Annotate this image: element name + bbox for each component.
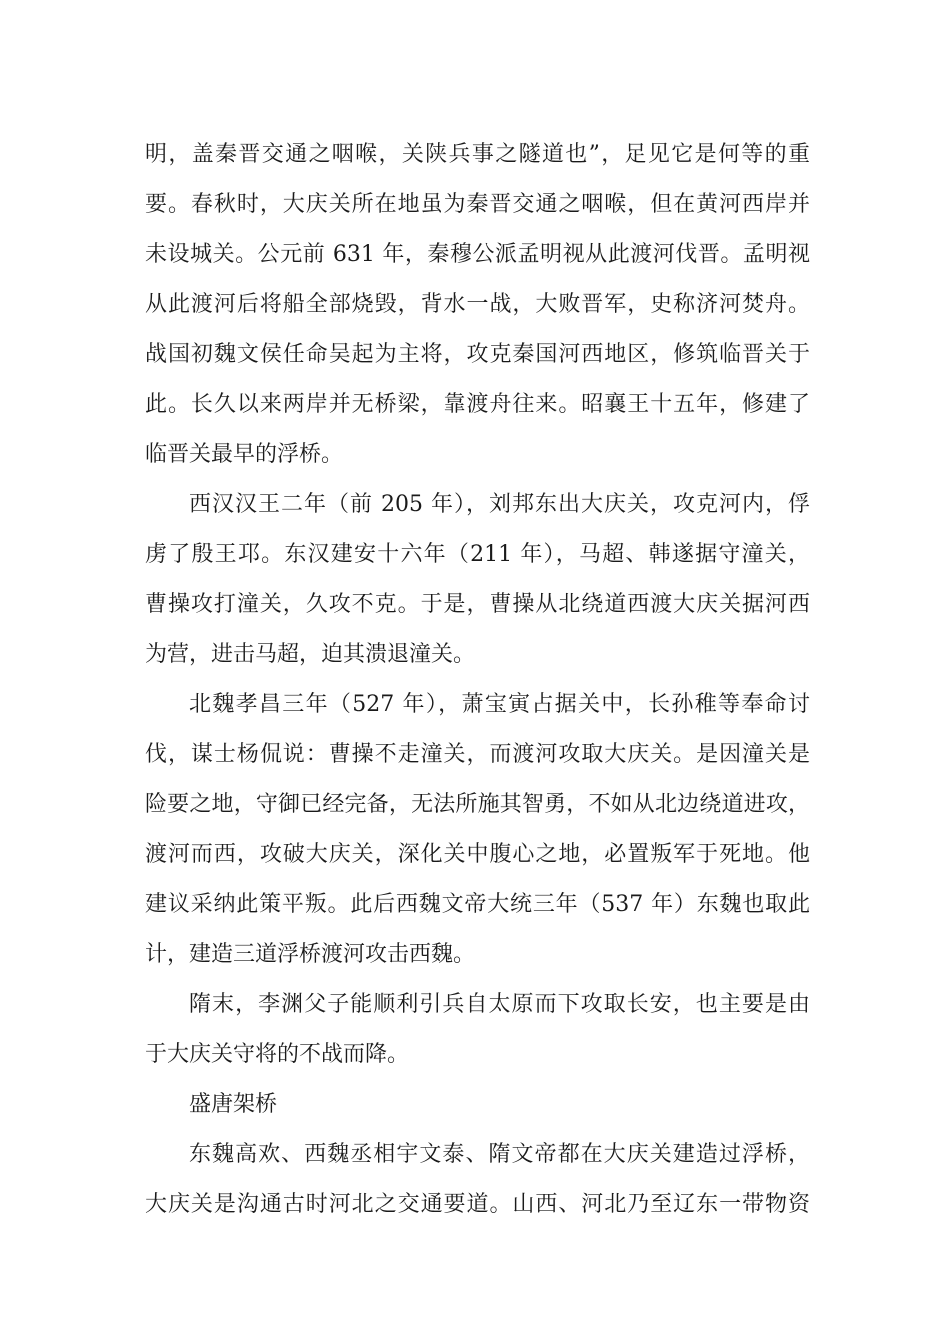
text-line: 明，盖秦晋交通之咽喉，关陕兵事之隧道也”，足见它是何等的重: [145, 142, 810, 167]
text-line: 险要之地，守御已经完备，无法所施其智勇，不如从北边绕道进攻，: [145, 792, 810, 817]
text-line: 北魏孝昌三年（527 年），萧宝寅占据关中，长孙稚等奉命讨: [189, 692, 810, 717]
text-line: 渡河而西，攻破大庆关，深化关中腹心之地，必置叛军于死地。他: [145, 842, 810, 867]
heading-line: 盛唐架桥: [189, 1092, 278, 1117]
paragraph: [145, 1130, 810, 1230]
text-line: 为营，进击马超，迫其溃退潼关。: [145, 642, 476, 667]
text-line: 建议采纳此策平叛。此后西魏文帝大统三年（537 年）东魏也取此: [145, 892, 810, 917]
text-line: 此。长久以来两岸并无桥梁，靠渡舟往来。昭襄王十五年，修建了: [145, 392, 810, 417]
text-line: 东魏高欢、西魏丞相宇文泰、隋文帝都在大庆关建造过浮桥，: [189, 1142, 810, 1167]
body-text: [145, 130, 810, 1230]
paragraph: [145, 980, 810, 1080]
section-heading: [145, 1080, 810, 1130]
text-line: 未设城关。公元前 631 年，秦穆公派孟明视从此渡河伐晋。孟明视: [145, 242, 810, 267]
text-line: 伐，谋士杨侃说：曹操不走潼关，而渡河攻取大庆关。是因潼关是: [145, 742, 810, 767]
paragraph: [145, 130, 810, 480]
text-line: 曹操攻打潼关，久攻不克。于是，曹操从北绕道西渡大庆关据河西: [145, 592, 810, 617]
text-line: 战国初魏文侯任命吴起为主将，攻克秦国河西地区，修筑临晋关于: [145, 342, 810, 367]
text-line: 临晋关最早的浮桥。: [145, 442, 344, 467]
text-line: 要。春秋时，大庆关所在地虽为秦晋交通之咽喉，但在黄河西岸并: [145, 192, 810, 217]
paragraph: [145, 480, 810, 680]
paragraph: [145, 680, 810, 980]
text-line: 西汉汉王二年（前 205 年），刘邦东出大庆关，攻克河内，俘: [189, 492, 810, 517]
text-line: 计，建造三道浮桥渡河攻击西魏。: [145, 942, 476, 967]
text-line: 从此渡河后将船全部烧毁，背水一战，大败晋军，史称济河焚舟。: [145, 292, 810, 317]
text-line: 于大庆关守将的不战而降。: [145, 1042, 410, 1067]
text-line: 大庆关是沟通古时河北之交通要道。山西、河北乃至辽东一带物资: [145, 1192, 810, 1217]
text-line: 虏了殷王邛。东汉建安十六年（211 年），马超、韩遂据守潼关，: [145, 542, 810, 567]
text-line: 隋末，李渊父子能顺利引兵自太原而下攻取长安，也主要是由: [189, 992, 810, 1017]
